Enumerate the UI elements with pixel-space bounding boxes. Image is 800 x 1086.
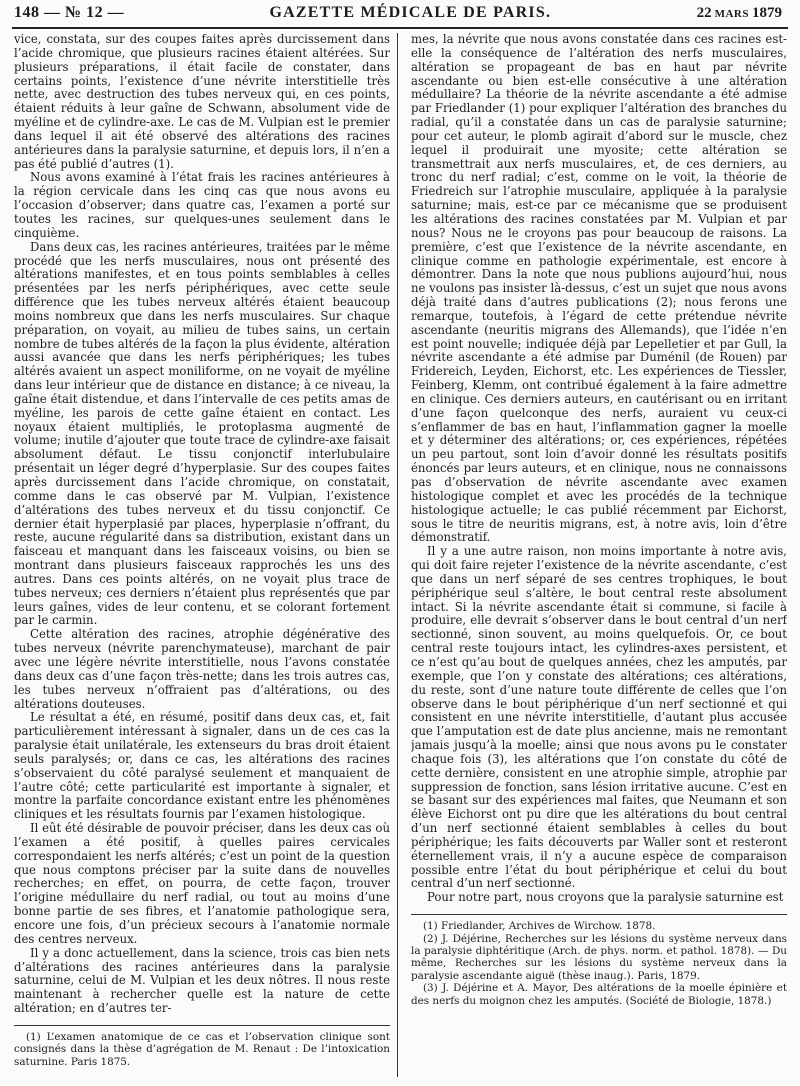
journal-title: GAZETTE MÉDICALE DE PARIS. [269, 4, 552, 21]
left-paragraph-7: Il y a donc actuellement, dans la science, trois cas bien nets d’altérations des racines antérieures dans la paralysie saturnine, celui de M. Vulpian et les deux nôtres. Il nous reste maintenant à rechercher quelle est la nature de cette altération; en d’autres ter- [14, 945, 390, 1016]
left-paragraph-4: Cette altération des racines, atrophie dégénérative des tubes nerveux (névrite parenchymateuse), marchant de pair avec une légère névrite interstitielle, nous l’avons constatée dans deux cas d’une façon très-nette; dans les trois autres cas, les tubes nerveux n’offraient pas d’altérations, ou des altérations douteuses. [14, 627, 390, 711]
page-header [14, 4, 782, 26]
footnote-rule [14, 1025, 390, 1026]
right-column [411, 33, 787, 1077]
column-divider [397, 33, 398, 1077]
right-paragraph-1: mes, la névrite que nous avons constatée dans ces racines est-elle la conséquence de l’altération des nerfs musculaires, altération se propageant de bas en haut par névrite ascendante ou bien est-elle consécutive à une altération médullaire? La théorie de la névrite ascendante a été admise par Friedlander (1) pour expliquer l’altération des branches du radial, qu’il a constatée dans un cas de paralysie saturnine; pour cet auteur, le plomb agirait d’abord sur le muscle, chez lequel il produirait une myosite; cette altération se transmettrait aux nerfs musculaires, et, de ces derniers, au tronc du nerf radial; c’est, comme on le voit, la théorie de Friedreich sur l’atrophie musculaire, appliquée à la paralysie saturnine; mais, est-ce par ce mécanisme que se produisent les altérations des racines constatées par M. Vulpian et par nous? Nous ne le croyons pas pour beaucoup de raisons. La première, c’est que l’existence de la névrite ascendante, en clinique comme en pathologie expérimentale, est encore à démontrer. Dans la note que nous publions aujourd’hui, nous ne voulons pas insister là-dessus, c’est un sujet que nous avons déjà traité dans d’autres publications (2); nous ferons une remarque, toutefois, à l’égard de cette prétendue névrite ascendante (neuritis migrans des Allemands), que l’idée n’en est point nouvelle; indiquée déjà par Lepelletier et par Gull, la névrite ascendante a été admise par Duménil (de Rouen) par Fridereich, Leyden, Eichorst, etc. Les expériences de Tiessler, Feinberg, Klemm, ont contribué également à la faire admettre en clinique. Ces derniers auteurs, en cautérisant ou en irritant d’une façon quelconque des nerfs, auraient vu ceux-ci s’enflammer de bas en haut, l’inflammation gagner la moelle et y déterminer des altérations; or, ces expériences, répétées un peu partout, sont loin d’avoir donné les résultats positifs énoncés par leurs auteurs, et en clinique, nous ne connaissons pas d’observation de névrite ascendante avec examen histologique complet et avec les procédés de la technique histologique actuelle; le cas publié récemment par Eichorst, sous le titre de neuritis migrans, est, à notre avis, loin d’être démonstratif. [411, 33, 787, 545]
issue-date [697, 5, 782, 22]
right-paragraph-2: Il y a une autre raison, non moins importante à notre avis, qui doit faire rejeter l’existence de la névrite ascendante, c’est que dans un nerf séparé de ses centres trophiques, le bout périphérique seul s’altère, le bout central reste absolument intact. Si la névrite ascendante était si commune, si facile à produire, elle devrait s’observer dans le bout central d’un nerf sectionné, sinon souvent, au moins quelquefois. Or, ce bout central reste toujours intact, les cylindres-axes persistent, et ce n’est qu’au bout de quelques années, chez les amputés, par exemple, que l’on y constate des altérations; ces altérations, du reste, sont d’une nature toute différente de celles que l’on observe dans le bout périphérique d’un nerf sectionné et qui consistent en une névrite interstitielle, d’autant plus accusée que l’amputation est de date plus ancienne, mais ne remontant jamais jusqu’à la moelle; ainsi que nous avons pu le constater chaque fois (3), les altérations que l’on constate du côté de cette dernière, consistent en une atrophie simple, atrophie par suppression de fonction, sans lésion irritative aucune. C’est en se basant sur des expériences mal faites, que Neumann et son élève Eichorst ont pu dire que les altérations du bout central d’un nerf sectionné étaient semblables à celles du bout périphérique; les faits découverts par Waller sont et resteront éternellement vrais, il n’y a aucune espèce de comparaison possible entre l’état du bout périphérique et celui du bout central d’un nerf sectionné. [411, 544, 787, 891]
footnote-rule [411, 914, 787, 915]
date-day: 22 [696, 5, 712, 21]
page-number: 148 — № 12 — [14, 4, 125, 21]
date-year: 1879 [752, 5, 782, 21]
left-paragraph-1: vice, constata, sur des coupes faites après durcissement dans l’acide chromique, que plusieurs racines étaient altérées. Sur plusieurs préparations, il était facile de constater, dans certains points, l’existence d’une névrite interstitielle très nette, avec destruction des tubes nerveux qui, en ces points, étaient réduits à leur gaîne de Schwann, absolument vide de myéline et de cylindre-axe. Le cas de M. Vulpian est le premier dans lequel il ait été observé des altérations des racines antérieures dans la paralysie saturnine, et depuis lors, il n’en a pas été publié d’autres (1). [14, 33, 390, 171]
footnote-left-1: (1) L’examen anatomique de ce cas et l’observation clinique sont consignés dans la thèse d’agrégation de M. Renaut : De l’intoxication saturnine. Paris 1875. [14, 1030, 390, 1068]
left-paragraph-6: Il eût été désirable de pouvoir préciser, dans les deux cas où l’examen a été positif, à quelles paires cervicales correspondaient les nerfs altérés; c’est un point de la question que nous comptons préciser par la suite dans de nouvelles recherches; en effet, on pourra, de cette façon, trouver l’origine médullaire du nerf radial, ou tout au moins d’une bonne partie de ses fibres, et l’anatomie pathologique sera, encore une fois, d’un précieux secours à l’anatomie normale des centres nerveux. [14, 821, 390, 946]
left-column [14, 33, 390, 1077]
footnote-right-3: (3) J. Déjérine et A. Mayor, Des altérations de la moelle épinière et des nerfs du moignon chez les amputés. (Société de Biologie, 1878.) [411, 982, 787, 1007]
date-month: MARS [714, 8, 749, 20]
header-rule [12, 27, 788, 29]
left-paragraph-5: Le résultat a été, en résumé, positif dans deux cas, et, fait particulièrement intéressant à signaler, dans un de ces cas la paralysie était unilatérale, les extenseurs du bras droit étaient seuls paralysés; or, dans ce cas, les altérations des racines s’observaient du côté paralysé seulement et manquaient de l’autre côté; cette particularité est importante à signaler, et montre la parfaite concordance existant entre les phénomènes cliniques et les résultats fournis par l’examen histologique. [14, 710, 390, 822]
left-paragraph-3: Dans deux cas, les racines antérieures, traitées par le même procédé que les nerfs musculaires, nous ont présenté des altérations manifestes, et en tous points semblables à celles présentées par les nerfs périphériques, avec cette seule différence que les tubes nerveux altérés étaient beaucoup moins nombreux que dans les nerfs musculaires. Sur chaque préparation, on voyait, au milieu de tubes sains, un certain nombre de tubes altérés de la façon la plus évidente, altération aussi avancée que dans les nerfs périphériques; les tubes altérés avaient un aspect moniliforme, on ne voyait de myéline dans leur intérieur que de distance en distance; à ce niveau, la gaîne était distendue, et dans l’intervalle de ces petits amas de myéline, les parois de cette gaîne étaient en contact. Les noyaux étaient multipliés, le protoplasma augmenté de volume; inutile d’ajouter que toute trace de cylindre-axe faisait absolument défaut. Le tissu conjonctif interlubulaire présentait un léger degré d’hyperplasie. Sur des coupes faites après durcissement dans l’acide chromique, on constatait, comme dans le cas observé par M. Vulpian, l’existence d’altérations des tubes nerveux et du tissu conjonctif. Ce dernier était hyperplasié par places, hyperplasie n’offrant, du reste, aucune régularité dans sa distribution, existant dans un faisceau et manquant dans les faisceaux voisins, ou bien se montrant dans plusieurs faisceaux rapprochés les uns des autres. Dans ces points altérés, on ne voyait plus trace de tubes nerveux; ces derniers n’étaient plus représentés que par leurs gaînes, vides de leur contenu, et se colorant fortement par le carmin. [14, 239, 390, 628]
right-paragraph-3: Pour notre part, nous croyons que la paralysie saturnine est [427, 890, 784, 905]
left-paragraph-2: Nous avons examiné à l’état frais les racines antérieures à la région cervicale dans les cinq cas que nous avons eu l’occasion d’observer; dans quatre cas, l’examen a porté sur toutes les racines, sur quelques-unes seulement dans le cinquième. [14, 170, 390, 240]
footnote-right-2: (2) J. Déjérine, Recherches sur les lésions du système nerveux dans la paralysie diphtéritique (Arch. de phys. norm. et pathol. 1878). — Du même, Recherches sur les lésions du système nerveux dans la paralysie ascendante aiguë (thèse inaug.). Paris, 1879. [411, 932, 787, 982]
footnote-right-1: (1) Friedlander, Archives de Wirchow. 1878. [423, 920, 656, 933]
